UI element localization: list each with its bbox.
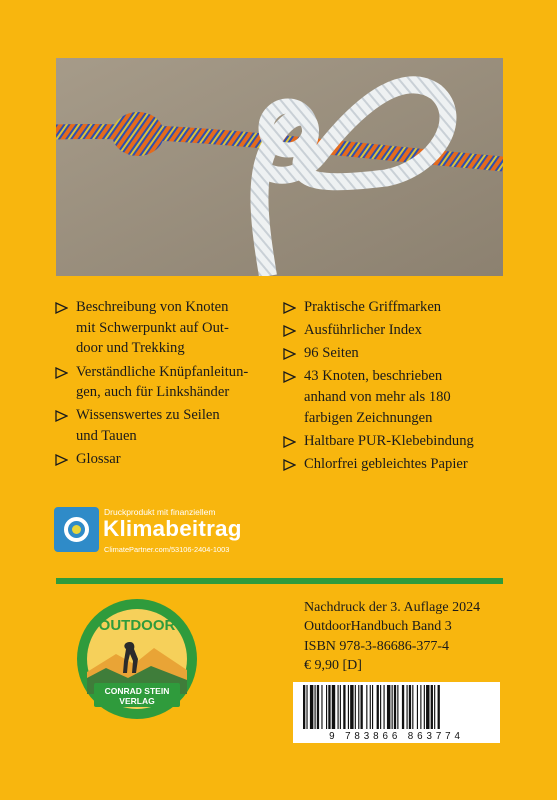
feature-item: [54, 449, 284, 470]
barcode-bar: [303, 685, 305, 729]
isbn-barcode: [293, 682, 500, 743]
barcode-bar: [397, 685, 398, 729]
feature-item: [54, 362, 284, 403]
features-left: [54, 297, 284, 472]
outdoor-publisher-logo: [76, 598, 198, 720]
feature-text: door und Trekking: [76, 340, 185, 357]
feature-item: [282, 343, 512, 364]
triangle-bullet-icon: [283, 459, 296, 471]
price-text: € 9,90 [D]: [304, 657, 362, 673]
triangle-bullet-icon: [55, 454, 68, 466]
feature-text: farbigen Zeichnungen: [304, 409, 433, 426]
barcode-bar: [321, 685, 322, 729]
badge-verlag-text: VERLAG: [119, 696, 155, 706]
barcode-bar: [420, 685, 421, 729]
badge-top-text: OUTDOOR: [98, 617, 176, 634]
feature-item: [54, 297, 284, 359]
knot-photo: [56, 58, 503, 276]
feature-item: [282, 431, 512, 452]
feature-text: mit Schwerpunkt auf Out-: [76, 319, 229, 336]
feature-text: Beschreibung von Knoten: [76, 299, 229, 315]
barcode-bar: [431, 685, 433, 729]
feature-item: [54, 405, 284, 446]
feature-item: [282, 366, 512, 428]
climate-dot-icon: [72, 525, 81, 534]
climate-logo-icon: [54, 507, 99, 552]
barcode-bar: [350, 685, 353, 729]
barcode-bar: [326, 685, 327, 729]
barcode-bar: [407, 685, 408, 729]
barcode-bar: [343, 685, 345, 729]
barcode-bar: [328, 685, 330, 729]
barcode-bar: [366, 685, 367, 729]
triangle-bullet-icon: [283, 302, 296, 314]
barcode-bar: [361, 685, 363, 729]
barcode-bar: [377, 685, 379, 729]
isbn-text: ISBN 978-3-86686-377-4: [304, 638, 450, 654]
feature-text: Haltbare PUR-Klebebindung: [304, 432, 474, 449]
green-divider: [56, 578, 503, 584]
barcode-bar: [310, 685, 313, 729]
barcode-bar: [380, 685, 381, 729]
barcode-bar: [317, 685, 319, 729]
barcode-bar: [412, 685, 413, 729]
barcode-bar: [338, 685, 339, 729]
barcode-bar: [394, 685, 396, 729]
barcode-bar: [424, 685, 425, 729]
climate-caption: Druckprodukt mit finanziellem: [104, 507, 216, 517]
climate-badge: [54, 507, 274, 557]
barcode-bar: [340, 685, 341, 729]
climate-title: Klimabeitrag: [103, 516, 242, 541]
feature-text: Glossar: [76, 451, 121, 468]
feature-text: und Tauen: [76, 428, 137, 444]
barcode-bar: [372, 685, 373, 729]
triangle-bullet-icon: [283, 348, 296, 360]
feature-text: Wissenswertes zu Seilen: [76, 407, 220, 424]
barcode-bar: [387, 685, 390, 729]
features-right: [282, 297, 512, 477]
barcode-bar: [355, 685, 356, 729]
triangle-bullet-icon: [283, 325, 296, 337]
feature-text: Praktische Griffmarken: [304, 299, 442, 315]
barcode-bar: [384, 685, 385, 729]
climate-url: ClimatePartner.com/53106-2404-1003: [104, 545, 230, 554]
barcode-bar: [438, 685, 440, 729]
feature-text: gen, auch für Linkshänder: [76, 384, 230, 401]
triangle-bullet-icon: [55, 302, 68, 314]
knot-illustration: [56, 58, 503, 276]
barcode-bar: [332, 685, 335, 729]
feature-item: [282, 454, 512, 475]
feature-item: [282, 297, 512, 318]
barcode-bar: [370, 685, 371, 729]
series-text: OutdoorHandbuch Band 3: [304, 619, 452, 635]
barcode-bar: [409, 685, 411, 729]
feature-item: [282, 320, 512, 341]
barcode-bar: [348, 685, 349, 729]
triangle-bullet-icon: [283, 371, 296, 383]
barcode-number: 9 783866 863774: [329, 731, 464, 742]
feature-text: Chlorfrei gebleichtes Papier: [304, 455, 468, 472]
barcode-bar: [417, 685, 418, 729]
climate-ring-icon: [64, 517, 89, 542]
barcode-bar: [434, 685, 435, 729]
barcode-bar: [426, 685, 429, 729]
feature-text: 43 Knoten, beschrieben: [304, 368, 443, 385]
barcode-bars: [293, 682, 500, 730]
triangle-bullet-icon: [55, 410, 68, 422]
feature-text: Verständliche Knüpfanleitun-: [76, 363, 249, 380]
feature-text: anhand von mehr als 180: [304, 388, 451, 405]
edition-text: Nachdruck der 3. Auflage 2024: [304, 600, 481, 615]
barcode-bar: [392, 685, 393, 729]
badge-publisher-text: CONRAD STEIN: [104, 686, 170, 696]
barcode-bar: [315, 685, 316, 729]
book-info: [304, 598, 480, 675]
barcode-bar: [306, 685, 307, 729]
triangle-bullet-icon: [283, 436, 296, 448]
feature-text: Ausführlicher Index: [304, 322, 422, 339]
barcode-bar: [358, 685, 359, 729]
triangle-bullet-icon: [55, 367, 68, 379]
barcode-bar: [402, 685, 404, 729]
feature-text: 96 Seiten: [304, 345, 359, 362]
